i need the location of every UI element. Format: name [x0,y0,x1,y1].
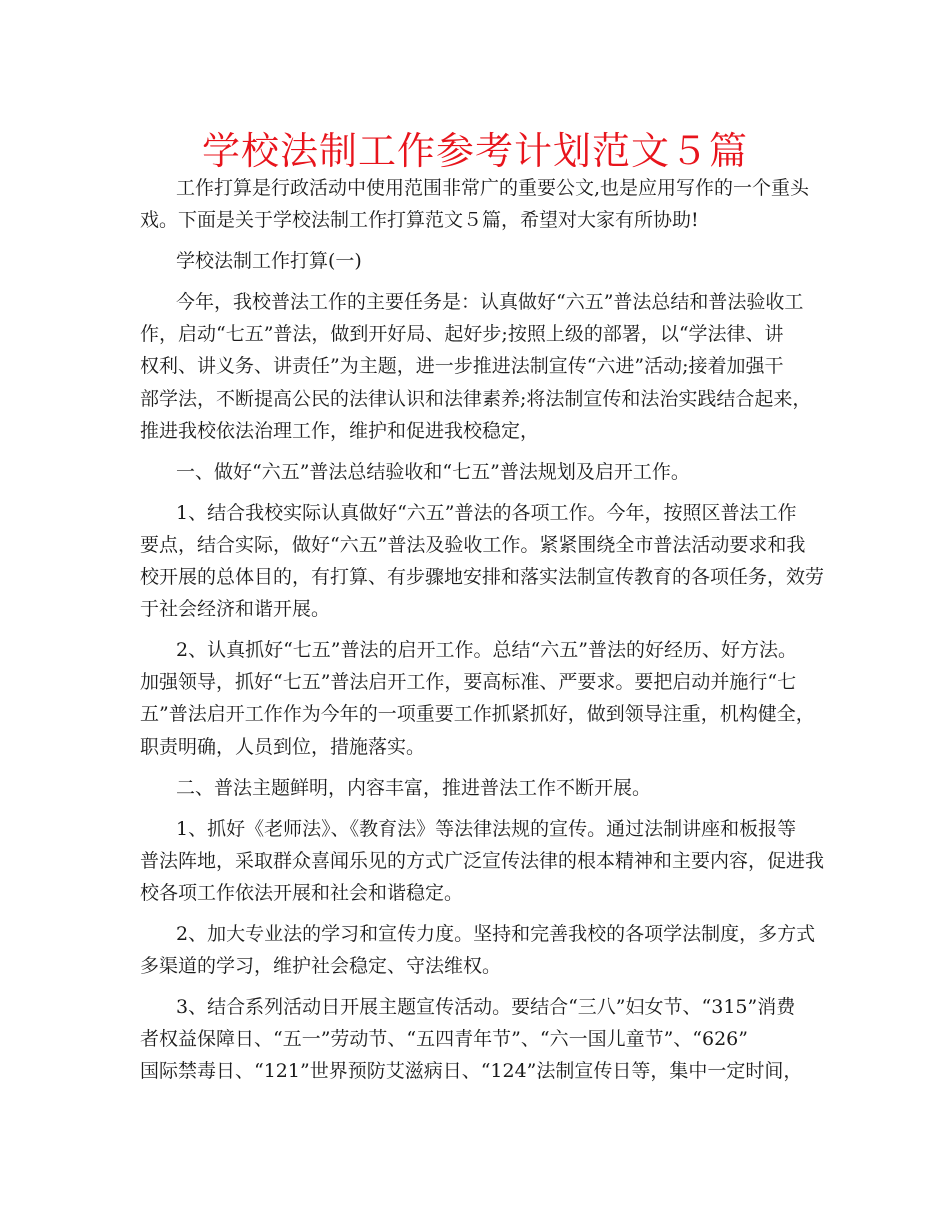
document-title: 学校法制工作参考计划范文５篇 [201,129,748,173]
paragraph-line: 五”普法启开工作作为今年的一项重要工作抓紧抓好，做到领导注重，机构健全， [140,703,815,726]
paragraph-line: 者权益保障日、“五一”劳动节、“五四青年节”、“六一国儿童节”、“626” [140,1028,748,1051]
paragraph-line: 作，启动“七五”普法，做到开好局、起好步;按照上级的部署，以“学法律、讲 [140,323,784,346]
paragraph-gap [140,909,820,918]
paragraph [140,286,820,446]
paragraph [140,497,825,625]
paragraph-line: 工作打算是行政活动中使用范围非常广的重要公文,也是应用写作的一个重头 [176,177,810,199]
document-body [140,172,825,1087]
paragraph [140,172,820,236]
paragraph-gap [140,277,820,286]
paragraph-line: 部学法，不断提高公民的法律认识和法律素养;将法制宣传和法治实践结合起来， [140,387,812,410]
paragraph-line: 学校法制工作打算(一) [176,250,362,273]
paragraph-line: 权利、讲义务、讲责任”为主题，进一步推进法制宣传“六进”活动;接着加强干 [140,355,784,378]
paragraph-line: 今年，我校普法工作的主要任务是：认真做好“六五”普法总结和普法验收工 [176,291,804,314]
paragraph-line: 戏。下面是关于学校法制工作打算范文５篇，希望对大家有所协助! [140,209,699,232]
paragraph-line: 1、抓好《老师法》、《教育法》等法律法规的宣传。通过法制讲座和板报等 [176,817,797,840]
paragraph-gap [140,804,820,813]
paragraph-line: 要点，结合实际，做好“六五”普法及验收工作。紧紧围绕全市普法活动要求和我 [140,533,806,556]
paragraph-gap [140,488,820,497]
paragraph-gap [140,982,820,991]
paragraph-line: 校开展的总体目的，有打算、有步骤地安排和落实法制宣传教育的各项任务，效劳 [140,566,825,589]
paragraph [140,456,820,488]
paragraph [140,991,820,1087]
paragraph [140,813,825,909]
paragraph-line: 加强领导，抓好“七五”普法启开工作，要高标准、严要求。要把启动并施行“七 [140,671,797,694]
paragraph-line: 二、普法主题鲜明，内容丰富，推进普法工作不断开展。 [176,776,652,799]
paragraph-gap [140,763,820,772]
paragraph-line: 2、加大专业法的学习和宣传力度。坚持和完善我校的各项学法制度，多方式 [176,922,816,945]
paragraph-line: 2、认真抓好“七五”普法的启开工作。总结“六五”普法的好经历、好方法。 [176,639,797,662]
paragraph-line: 推进我校依法治理工作，维护和促进我校稳定， [140,419,540,442]
paragraph-line: 校各项工作依法开展和社会和谐稳定。 [140,881,464,904]
paragraph-line: 国际禁毒日、“121”世界预防艾滋病日、“124”法制宣传日等，集中一定时间， [140,1060,803,1083]
paragraph-gap [140,447,820,456]
paragraph-line: 于社会经济和谐开展。 [140,598,331,621]
paragraph-line: 3、结合系列活动日开展主题宣传活动。要结合“三八”妇女节、“315”消费 [176,996,796,1019]
paragraph-gap [140,236,820,245]
paragraph [140,245,820,277]
paragraph [140,772,820,804]
paragraph [140,918,820,982]
paragraph [140,634,820,762]
paragraph-line: 普法阵地，采取群众喜闻乐见的方式广泛宣传法律的根本精神和主要内容，促进我 [140,849,825,872]
paragraph-gap [140,625,820,634]
paragraph-line: 一、做好“六五”普法总结验收和“七五”普法规划及启开工作。 [176,460,690,483]
paragraph-line: 职责明确，人员到位，措施落实。 [140,735,426,758]
paragraph-line: 多渠道的学习，维护社会稳定、守法维权。 [140,955,502,978]
paragraph-line: 1、结合我校实际认真做好“六五”普法的各项工作。今年，按照区普法工作 [176,501,797,524]
